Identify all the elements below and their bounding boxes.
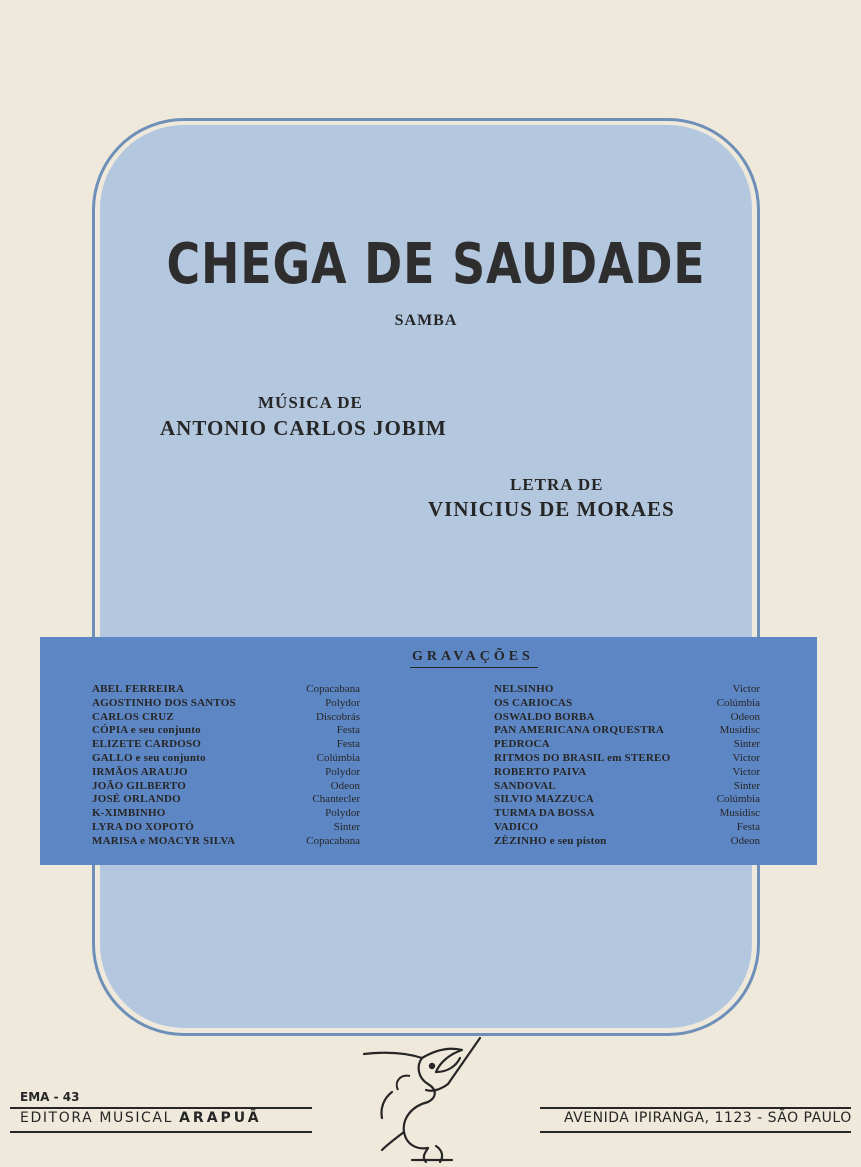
recording-label: Odeon	[730, 710, 760, 723]
recording-row	[494, 724, 760, 738]
recording-artist: NELSINHO	[494, 683, 554, 695]
publisher-name	[20, 1110, 262, 1126]
lyrics-credit-label: LETRA DE	[510, 475, 604, 494]
recording-artist: VADICO	[494, 820, 539, 833]
recording-artist: PEDROCA	[494, 738, 550, 751]
recording-artist: MARISA e MOACYR SILVA	[92, 834, 236, 847]
recording-row	[92, 752, 360, 766]
recording-label: Festa	[336, 724, 360, 737]
recording-artist: IRMÃOS ARAUJO	[92, 765, 188, 778]
song-genre: SAMBA	[394, 312, 458, 329]
recording-artist: LYRA DO XOPOTÓ	[92, 820, 195, 833]
recording-label: Chantecler	[312, 793, 360, 806]
recording-label: Musidisc	[719, 724, 760, 737]
recording-artist: CÓPIA e seu conjunto	[92, 724, 201, 737]
recording-row	[92, 724, 360, 738]
recording-row	[92, 766, 360, 780]
publisher-brand: ARAPUÃ	[179, 1110, 262, 1126]
recordings-list-left	[92, 683, 360, 849]
recording-row	[494, 738, 760, 752]
publisher-rule-top	[10, 1107, 312, 1109]
recording-artist: OSWALDO BORBA	[494, 710, 595, 723]
recording-row	[92, 780, 360, 794]
recording-row	[92, 711, 360, 725]
recording-label: Festa	[736, 820, 760, 833]
recording-label: Odeon	[730, 834, 760, 847]
recording-label: Colúmbia	[716, 793, 760, 806]
recording-artist: SANDOVAL	[494, 779, 556, 792]
recording-artist: GALLO e seu conjunto	[92, 751, 206, 764]
recording-row	[494, 835, 760, 849]
recording-artist: JOÃO GILBERTO	[92, 779, 187, 792]
recording-label: Musidisc	[719, 807, 760, 820]
recording-label: Festa	[336, 738, 360, 751]
recording-artist: JOSÉ ORLANDO	[92, 793, 181, 806]
song-title: CHEGA DE SAUDADE	[166, 232, 706, 297]
composer-name: ANTONIO CARLOS JOBIM	[160, 416, 447, 440]
recording-row	[92, 697, 360, 711]
recording-artist: ELIZETE CARDOSO	[92, 738, 202, 751]
recording-label: Copacabana	[306, 834, 360, 847]
recordings-list-right	[494, 683, 760, 849]
recording-row	[494, 780, 760, 794]
recording-artist: ZÈZINHO e seu piston	[494, 834, 607, 847]
recording-artist: AGOSTINHO DOS SANTOS	[92, 696, 236, 709]
recording-row	[494, 793, 760, 807]
recording-row	[92, 683, 360, 697]
publisher-rule-bottom	[10, 1131, 312, 1133]
publisher-address: AVENIDA IPIRANGA, 1123 - SÃO PAULO	[564, 1110, 852, 1126]
catalog-number: EMA - 43	[20, 1090, 80, 1104]
recording-label: Copacabana	[306, 683, 360, 695]
recording-label: Polydor	[325, 765, 360, 778]
recordings-band	[40, 637, 817, 865]
recording-row	[494, 752, 760, 766]
recording-artist: K-XIMBINHO	[92, 807, 166, 820]
recording-label: Polydor	[325, 696, 360, 709]
recordings-heading: GRAVAÇÕES	[410, 649, 538, 668]
recording-row	[92, 835, 360, 849]
recording-label: Sinter	[733, 779, 760, 792]
recording-row	[494, 697, 760, 711]
recording-row	[92, 807, 360, 821]
music-credit-label: MÚSICA DE	[258, 393, 363, 412]
recording-row	[494, 821, 760, 835]
recording-artist: CARLOS CRUZ	[92, 710, 174, 723]
recording-artist: TURMA DA BOSSA	[494, 807, 595, 820]
recording-row	[494, 711, 760, 725]
recording-label: Odeon	[330, 779, 360, 792]
recording-row	[92, 738, 360, 752]
lyricist-name: VINICIUS DE MORAES	[428, 497, 675, 521]
recording-label: Colúmbia	[716, 696, 760, 709]
bird-conductor-icon	[352, 1032, 492, 1164]
recording-row	[494, 683, 760, 697]
recording-row	[494, 807, 760, 821]
recording-artist: PAN AMERICANA ORQUESTRA	[494, 724, 665, 737]
address-rule-top	[540, 1107, 851, 1109]
recording-artist: OS CARIOCAS	[494, 696, 573, 709]
recording-row	[494, 766, 760, 780]
recording-label: Victor	[732, 751, 760, 764]
recording-label: Colúmbia	[316, 751, 360, 764]
publisher-prefix: EDITORA MUSICAL	[20, 1110, 174, 1126]
recording-artist: ABEL FERREIRA	[92, 683, 185, 695]
recording-artist: ROBERTO PAIVA	[494, 765, 587, 778]
recording-label: Sinter	[733, 738, 760, 751]
recording-artist: RITMOS DO BRASIL em STEREO	[494, 751, 671, 764]
recording-label: Discobrás	[316, 710, 360, 723]
recording-label: Victor	[732, 765, 760, 778]
recording-label: Sinter	[333, 820, 360, 833]
address-rule-bottom	[540, 1131, 851, 1133]
recording-artist: SILVIO MAZZUCA	[494, 793, 594, 806]
recording-label: Victor	[732, 683, 760, 695]
recording-label: Polydor	[325, 807, 360, 820]
recording-row	[92, 793, 360, 807]
recording-row	[92, 821, 360, 835]
